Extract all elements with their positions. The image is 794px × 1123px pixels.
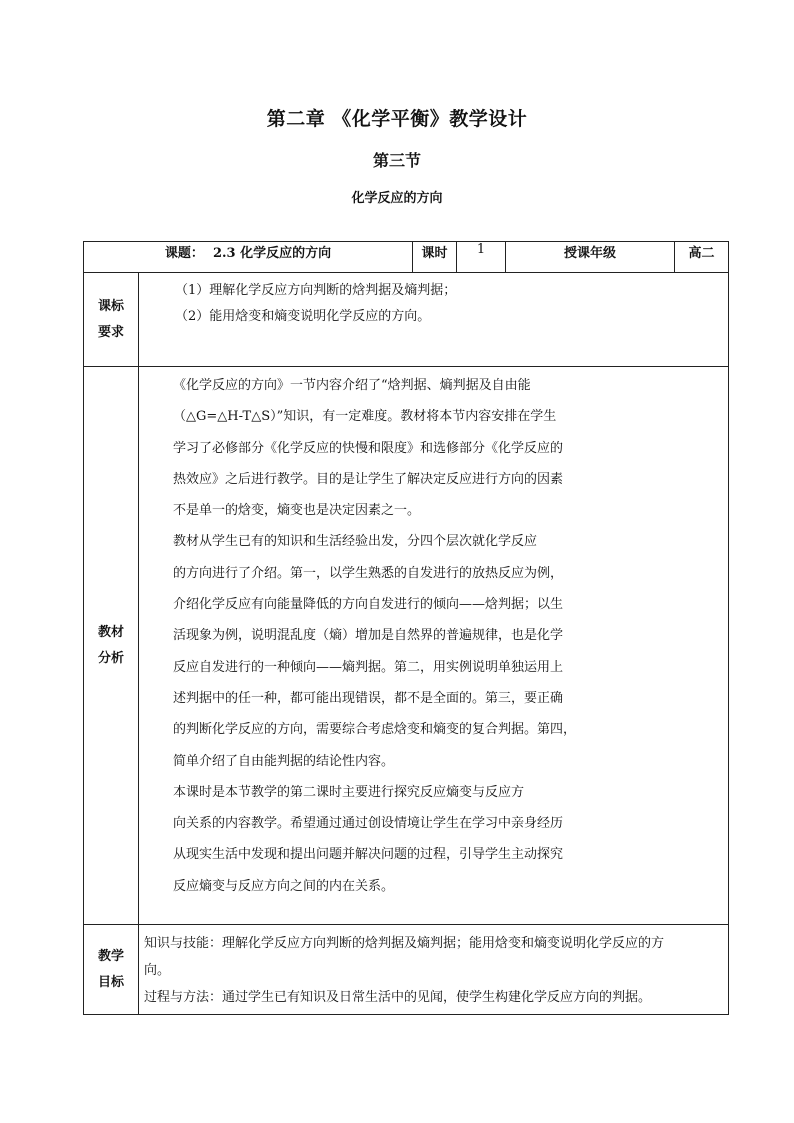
requirements-label-line1: 课标 — [97, 298, 124, 314]
analysis-line: 教材从学生已有的知识和生活经验出发，分四个层次就化学反应 — [173, 534, 538, 550]
hours-value: 1 — [457, 242, 506, 273]
info-row — [84, 242, 729, 273]
analysis-line: 反应熵变与反应方向之间的内在关系。 — [173, 878, 395, 894]
grade-label: 授课年级 — [506, 242, 675, 273]
analysis-line: （△G=△H-T△S）”知识，有一定难度。教材将本节内容安排在学生 — [173, 409, 557, 425]
requirements-row — [84, 273, 729, 367]
lesson-subtitle: 化学反应的方向 — [351, 191, 443, 206]
analysis-line: 从现实生活中发现和提出问题并解决问题的过程，引导学生主动探究 — [173, 847, 564, 863]
analysis-line: 《化学反应的方向》一节内容介绍了“焓判据、熵判据及自由能 — [173, 378, 531, 393]
analysis-line: 热效应》之后进行教学。目的是让学生了解决定反应进行方向的因素 — [173, 471, 564, 487]
requirement-item: （2）能用焓变和熵变说明化学反应的方向。 — [175, 309, 431, 324]
objectives-label-line1: 教学 — [97, 948, 124, 964]
requirements-label — [84, 273, 139, 367]
analysis-line: 述判据中的任一种，都可能出现错误，都不是全面的。第三，要正确 — [173, 690, 564, 706]
analysis-line: 活现象为例，说明混乱度（熵）增加是自然界的普遍规律，也是化学 — [173, 628, 564, 644]
grade-value: 高二 — [675, 242, 729, 273]
analysis-line: 向关系的内容教学。希望通过通过创设情境让学生在学习中亲身经历 — [173, 816, 564, 832]
topic-value: 2.3 化学反应的方向 — [212, 246, 332, 261]
analysis-label-line2: 分析 — [97, 650, 124, 666]
hours-label: 课时 — [413, 242, 457, 273]
document-title: 第二章 《化学平衡》教学设计 — [266, 108, 528, 130]
requirement-item: （1）理解化学反应方向判断的焓判据及熵判据； — [175, 283, 457, 298]
analysis-line: 不是单一的焓变，熵变也是决定因素之一。 — [173, 503, 421, 519]
objectives-content — [139, 925, 729, 1015]
section-heading: 第三节 — [372, 151, 421, 170]
analysis-line: 反应自发进行的一种倾向——熵判据。第二，用实例说明单独运用上 — [173, 659, 564, 675]
analysis-label — [84, 367, 139, 925]
analysis-line: 学习了必修部分《化学反应的快慢和限度》和选修部分《化学反应的 — [173, 440, 564, 456]
topic-cell — [84, 242, 413, 273]
analysis-line: 的方向进行了介绍。第一，以学生熟悉的自发进行的放热反应为例， — [173, 565, 564, 581]
objectives-label — [84, 925, 139, 1015]
requirements-content — [139, 273, 729, 367]
analysis-line: 的判断化学反应的方向，需要综合考虑焓变和熵变的复合判据。第四， — [173, 722, 577, 738]
objective-line: 过程与方法：通过学生已有知识及日常生活中的见闻，使学生构建化学反应方向的判据。 — [144, 990, 652, 1005]
objectives-row — [84, 925, 729, 1015]
objectives-label-line2: 目标 — [97, 974, 124, 990]
objective-line: 向。 — [144, 963, 171, 978]
analysis-content — [139, 367, 729, 925]
objective-line: 知识与技能：理解化学反应方向判断的焓判据及熵判据；能用焓变和熵变说明化学反应的方 — [144, 936, 665, 951]
lesson-plan-table — [83, 241, 729, 1015]
analysis-line: 介绍化学反应有向能量降低的方向自发进行的倾向——焓判据；以生 — [173, 597, 564, 613]
analysis-row — [84, 367, 729, 925]
analysis-label-line1: 教材 — [97, 624, 124, 640]
requirements-label-line2: 要求 — [97, 324, 124, 340]
analysis-line: 简单介绍了自由能判据的结论性内容。 — [173, 753, 395, 769]
analysis-line: 本课时是本节教学的第二课时主要进行探究反应熵变与反应方 — [173, 784, 525, 800]
topic-label: 课题： — [164, 246, 204, 261]
